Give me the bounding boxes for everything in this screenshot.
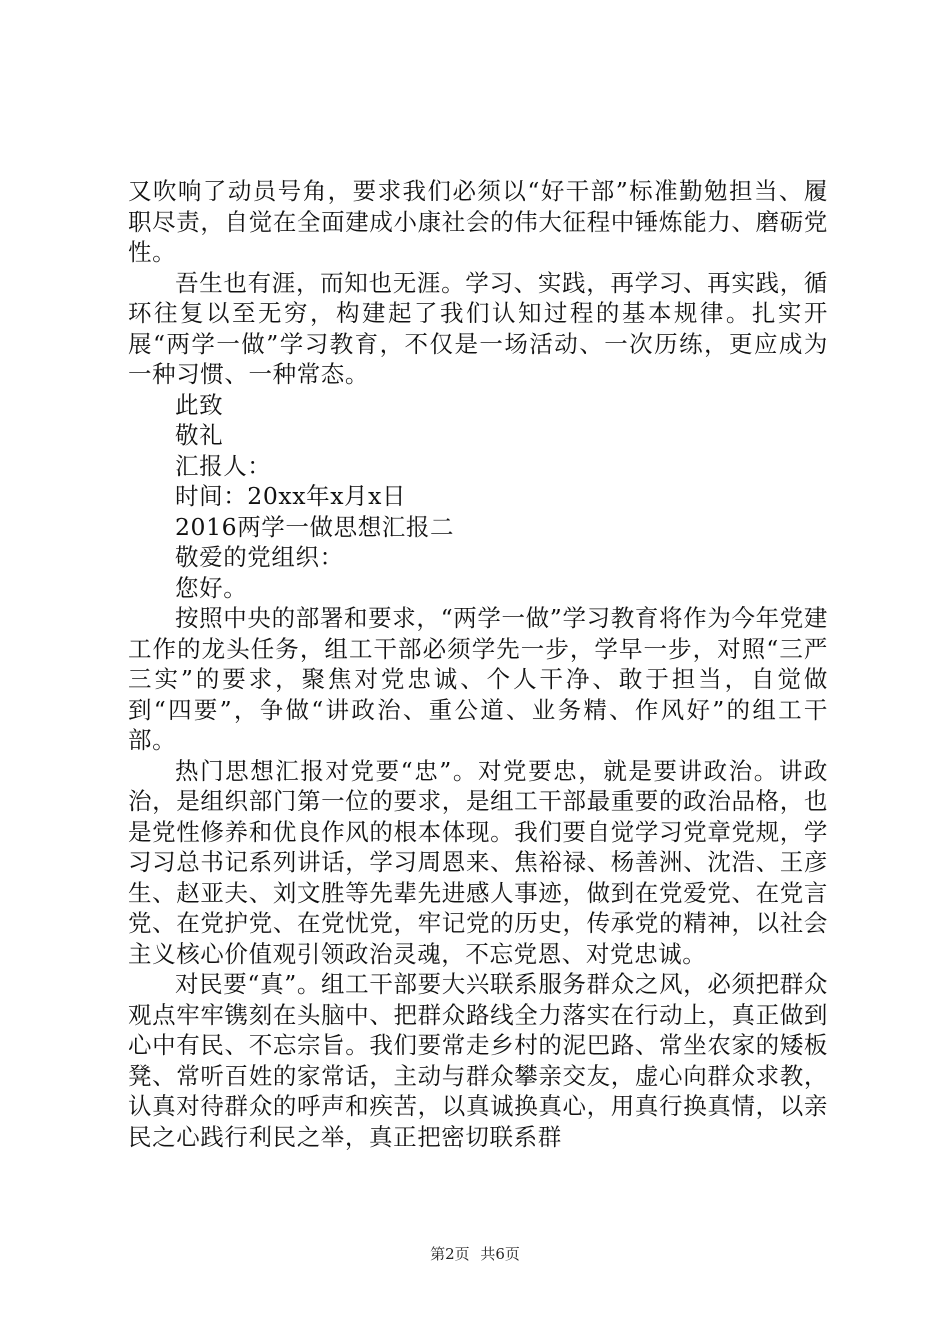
greeting-recipient: 敬爱的党组织： xyxy=(175,543,344,571)
paragraph-learning: 吾生也有涯，而知也无涯。学习、实践，再学习、再实践，循环往复以至无穷，构建起了我们认知过程的基本规律。扎实开展“两学一做”学习教育，不仅是一场活动、一次历练，更应成为一种习惯、一种常态。 xyxy=(128,268,828,388)
closing-regards: 敬礼 xyxy=(175,421,224,449)
reporter-line: 汇报人： xyxy=(175,451,272,480)
date-line: 时间：20xx年x月x日 xyxy=(175,482,407,510)
closing-salutation: 此致 xyxy=(175,390,224,419)
paragraph-loyalty: 热门思想汇报对党要“忠”。对党要忠，就是要讲政治。讲政治，是组织部门第一位的要求，是组工干部最重要的政治品格，也是党性修养和优良作风的根本体现。我们要自觉学习党章党规，学习习总书记系列讲话，学习周恩来、焦裕禄、杨善洲、沈浩、王彦生、赵亚夫、刘文胜等先辈先进感人事迹，做到在党爱党、在党言党、在党护党、在党忧党，牢记党的历史，传承党的精神，以社会主义核心价值观引领政治灵魂，不忘党恩、对党忠诚。 xyxy=(128,756,828,968)
paragraph-deployment: 按照中央的部署和要求，“两学一做”学习教育将作为今年党建工作的龙头任务，组工干部必须学先一步，学早一步，对照“三严三实”的要求，聚焦对党忠诚、个人干净、敢于担当，自觉做到“四要”，争做“讲政治、重公道、业务精、作风好”的组工干部。 xyxy=(128,604,828,754)
greeting-hello: 您好。 xyxy=(175,573,248,602)
paragraph-continuation: 又吹响了动员号角，要求我们必须以“好干部”标准勤勉担当、履职尽责，自觉在全面建成小康社会的伟大征程中锤炼能力、磨砺党性。 xyxy=(128,177,828,266)
section-title: 2016两学一做思想汇报二 xyxy=(175,512,455,541)
page-number: 第2页 xyxy=(430,1245,470,1263)
document-body xyxy=(128,176,828,1152)
paragraph-people: 对民要“真”。组工干部要大兴联系服务群众之风，必须把群众观点牢牢镌刻在头脑中、把群众路线全力落实在行动上，真正做到心中有民、不忘宗旨。我们要常走乡村的泥巴路、常坐农家的矮板凳、常听百姓的家常话，主动与群众攀亲交友，虚心向群众求教，认真对待群众的呼声和疾苦，以真诚换真心，用真行换真情，以亲民之心践行利民之举，真正把密切联系群 xyxy=(128,970,828,1151)
page-total: 共6页 xyxy=(480,1245,520,1263)
page-footer xyxy=(0,1244,950,1264)
